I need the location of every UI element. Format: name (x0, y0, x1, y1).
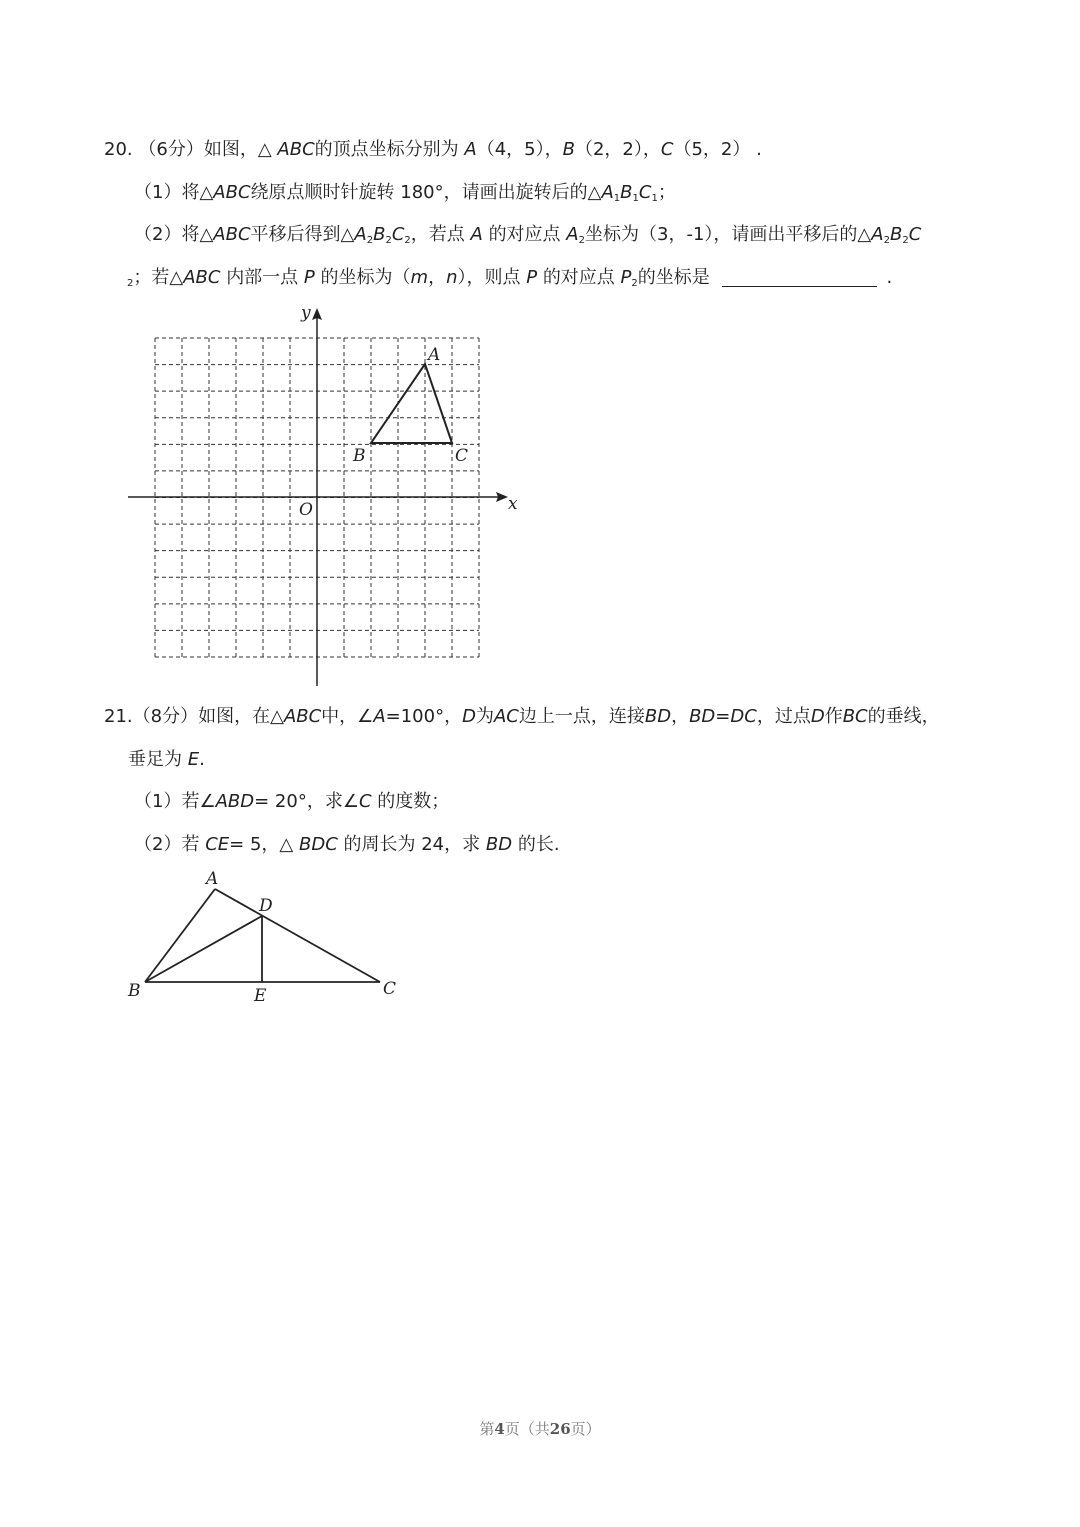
q21-number: 21. (104, 706, 133, 727)
q20-score: （6分） (138, 139, 204, 160)
q21-stem-line2: 垂足为 E. (128, 749, 205, 770)
q21-part1: （1）若∠ABD= 20°，求∠C 的度数； (134, 791, 450, 812)
total-pages: 26 (549, 1420, 571, 1438)
q21-part2: （2）若 CE= 5，△ BDC 的周长为 24，求 BD 的长. (134, 834, 560, 855)
q20-number: 20. (104, 139, 133, 160)
q20-stem: 20. （6分）如图，△ ABC的顶点坐标分别为 A（4，5），B（2，2），C（5，2） . (104, 139, 762, 160)
label-b2: B (128, 981, 141, 1001)
segment-bd (145, 916, 262, 982)
label-y: y (301, 303, 311, 323)
page-number: 4 (494, 1420, 505, 1438)
label-x: x (508, 494, 518, 514)
q20-part2-line2: $_2$；若△ABC 内部一点 P 的坐标为（m，n），则点 P 的对应点 $P_2$的坐标是 . (127, 267, 893, 289)
label-e: E (254, 986, 267, 1006)
q21-score: （8分） (132, 706, 199, 727)
page-footer: 第4页（共26页） (479, 1420, 601, 1438)
q20-part2-line1: （2）将△ABC平移后得到$\triangle A_2B_2C_2$，若点 A 的对应点 $A_2$坐标为（3，-1），请画出平移后的$\triangle A_2B_2C$ (134, 224, 922, 246)
q20-part1: （1）将△ABC绕原点顺时针旋转 180°，请画出旋转后的$\triangle A_1B_1C_1$； (134, 182, 676, 204)
label-a: A (428, 345, 441, 365)
q21-stem-line1: 21.（8分）如图，在△ABC中，∠A=100°，D为AC边上一点，连接BD，BD=DC，过点D作BC的垂线， (104, 706, 940, 727)
label-origin: O (299, 500, 313, 520)
label-b: B (353, 446, 366, 466)
segment-ac (215, 889, 380, 982)
label-c2: C (383, 979, 397, 999)
segment-ab (145, 889, 215, 982)
label-c: C (455, 446, 469, 466)
label-d: D (259, 896, 273, 916)
label-a2: A (206, 869, 219, 889)
